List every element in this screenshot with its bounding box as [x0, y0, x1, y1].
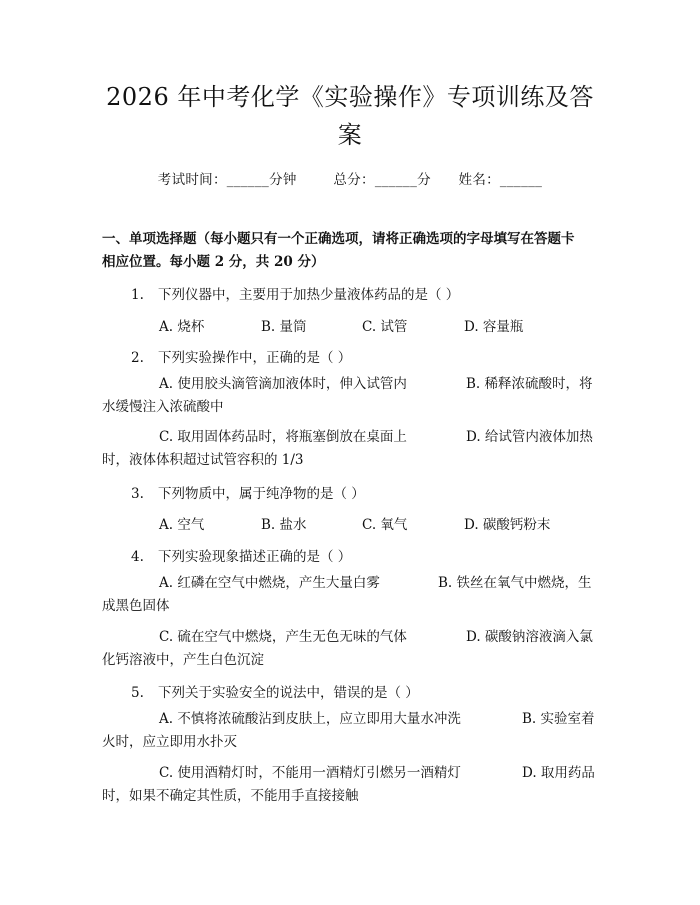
exam-title-line1: 2026 年中考化学《实验操作》专项训练及答: [106, 83, 594, 111]
option-c: C. 硫在空气中燃烧，产生无色无味的气体: [159, 629, 407, 645]
option-d: D. 碳酸钠溶液滴入氯: [466, 629, 593, 645]
question-text: 下列关于实验安全的说法中，错误的是（ ）: [158, 685, 419, 701]
question-4-stem: [131, 545, 351, 565]
option-b: B. 量筒: [261, 319, 307, 335]
section-heading-line1: 一、单项选择题（每小题只有一个正确选项，请将正确选项的字母填写在答题卡: [102, 231, 575, 247]
question-2-stem: [131, 346, 351, 366]
question-number: 3.: [131, 486, 144, 502]
question-3-stem: [131, 482, 365, 502]
section-heading: [102, 228, 598, 274]
section-heading-line2: 相应位置。每小题 2 分，共 20 分）: [102, 254, 325, 270]
time-blank: ______: [226, 172, 270, 188]
option-b: B. 稀释浓硫酸时，将: [466, 376, 593, 392]
exam-title-line2: 案: [337, 121, 363, 149]
option-d: D. 碳酸钙粉末: [464, 517, 551, 533]
option-a: A. 使用胶头滴管滴加液体时，伸入试管内: [159, 376, 407, 392]
question-4-options-cd: [102, 626, 598, 672]
question-5-options-ab: [102, 708, 598, 754]
name-label: 姓名：: [458, 172, 500, 188]
exam-title: [95, 78, 605, 154]
option-b-continued: 水缓慢注入浓硫酸中: [102, 399, 224, 415]
option-a: A. 红磷在空气中燃烧，产生大量白雾: [159, 575, 380, 591]
question-number: 5.: [131, 685, 144, 701]
time-label: 考试时间：: [157, 172, 227, 188]
option-d: D. 给试管内液体加热: [466, 429, 593, 445]
question-1-stem: [131, 283, 459, 303]
option-d-continued: 时，液体体积超过试管容积的 1/3: [102, 452, 304, 468]
option-c: C. 试管: [362, 319, 408, 335]
option-c: C. 取用固体药品时，将瓶塞倒放在桌面上: [159, 429, 407, 445]
score-unit: 分: [417, 172, 431, 188]
name-blank: ______: [499, 172, 543, 188]
question-text: 下列实验操作中，正确的是（ ）: [158, 350, 352, 366]
question-2-options-cd: [102, 426, 598, 472]
option-b: B. 铁丝在氧气中燃烧，生: [438, 575, 592, 591]
time-unit: 分钟: [269, 172, 297, 188]
question-5-stem: [131, 681, 419, 701]
option-b-continued: 火时，应立即用水扑灭: [102, 734, 237, 750]
option-a: A. 不慎将浓硫酸沾到皮肤上，应立即用大量水冲洗: [159, 711, 461, 727]
option-d-continued: 化钙溶液中，产生白色沉淀: [102, 652, 264, 668]
score-label: 总分：: [333, 172, 375, 188]
question-5-options-cd: [102, 762, 598, 808]
option-b: B. 盐水: [261, 517, 307, 533]
exam-meta: [0, 168, 700, 188]
option-c: C. 氧气: [362, 517, 408, 533]
option-a: A. 烧杯: [159, 319, 205, 335]
question-text: 下列仪器中，主要用于加热少量液体药品的是（ ）: [158, 287, 460, 303]
option-b: B. 实验室着: [522, 711, 595, 727]
option-a: A. 空气: [159, 517, 205, 533]
option-d-continued: 时，如果不确定其性质，不能用手直接接触: [102, 788, 359, 804]
option-d: D. 容量瓶: [464, 319, 524, 335]
question-text: 下列物质中，属于纯净物的是（ ）: [158, 486, 365, 502]
option-d: D. 取用药品: [522, 765, 595, 781]
score-blank: ______: [374, 172, 418, 188]
question-number: 4.: [131, 549, 144, 565]
question-number: 2.: [131, 350, 144, 366]
option-b-continued: 成黑色固体: [102, 598, 170, 614]
question-number: 1.: [131, 287, 144, 303]
question-4-options-ab: [102, 572, 598, 618]
option-c: C. 使用酒精灯时，不能用一酒精灯引燃另一酒精灯: [159, 765, 461, 781]
question-text: 下列实验现象描述正确的是（ ）: [158, 549, 352, 565]
question-2-options-ab: [102, 373, 598, 419]
